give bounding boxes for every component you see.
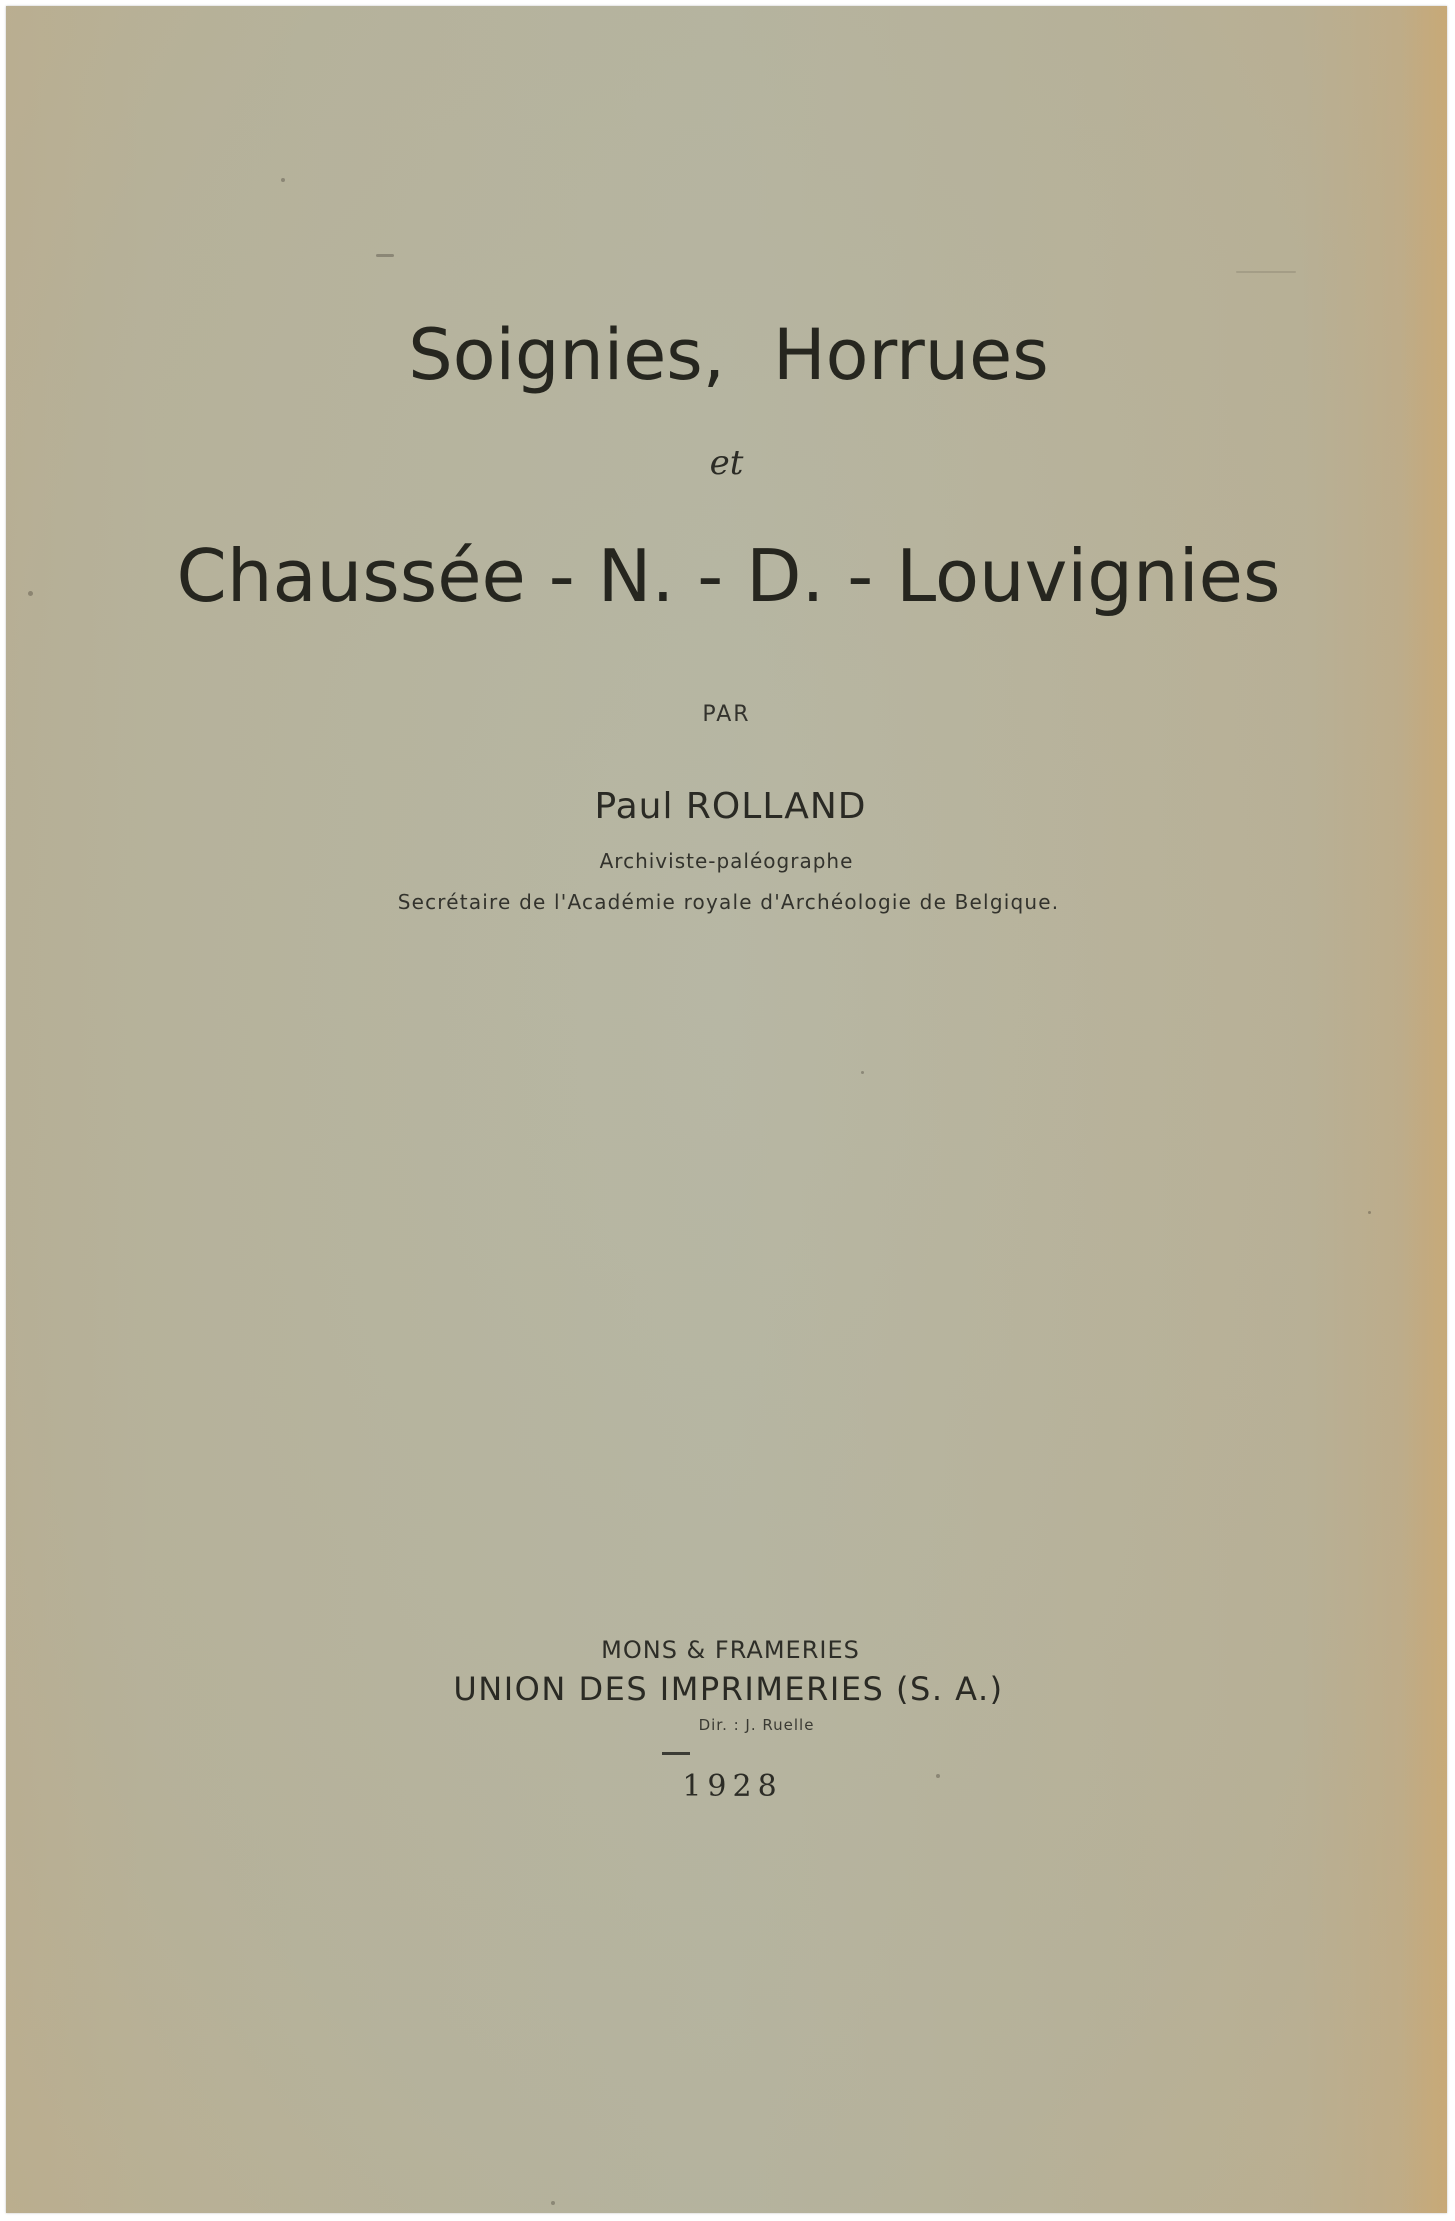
publisher-name: UNION DES IMPRIMERIES (S. A.) [453,1670,1004,1708]
title-place-soignies: Soignies, [408,314,726,396]
paper-speck [1368,1211,1371,1214]
author-role-1: Archiviste-paléographe [599,849,854,873]
title-line-2: Chaussée - N. - D. - Louvignies [176,534,1281,618]
paper-speck [861,1071,864,1074]
divider-rule [662,1752,690,1755]
author-role-2: Secrétaire de l'Académie royale d'Archéologie de Belgique. [397,890,1060,914]
publication-year: 1928 [682,1769,783,1804]
book-cover [6,6,1447,2213]
by-label: PAR [702,702,751,727]
title-place-horrues: Horrues [773,314,1049,396]
paper-speck [376,254,394,257]
publisher-director: Dir. : J. Ruelle [698,1716,815,1734]
paper-speck [281,178,285,182]
paper-speck [1236,271,1296,273]
title-line-1 [6,314,1449,396]
title-conjunction: et [709,443,744,483]
author-name: Paul ROLLAND [594,786,867,827]
publisher-city: MONS & FRAMERIES [601,1636,860,1664]
paper-speck [551,2201,555,2205]
